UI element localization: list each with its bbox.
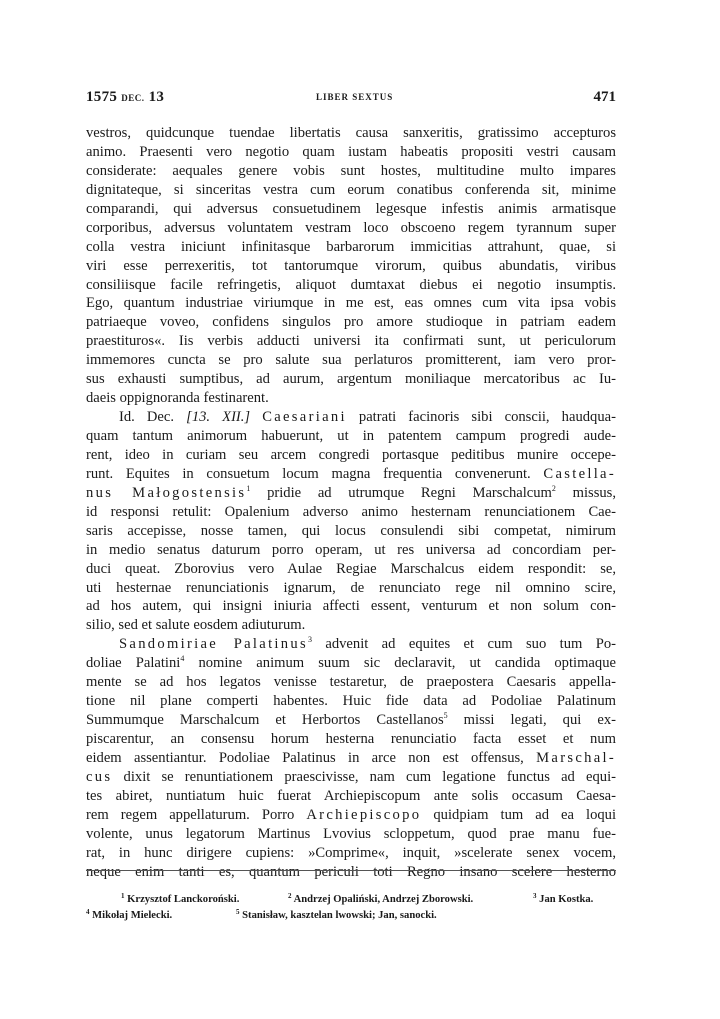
text-span: doliae Palatini (86, 655, 181, 672)
text-span: missi legati, qui ex- (463, 712, 616, 729)
spaced-name: Archiepiscopo (306, 806, 422, 823)
text-line: dignitateque, si sinceritas vestra cum eorum conatibus conferenda sit, minime (86, 181, 616, 198)
footnote-text: Jan Kostka. (539, 894, 594, 905)
spaced-name: Caesariani (262, 409, 347, 426)
footnote-marker: 4 (86, 908, 90, 916)
footnote-marker: 3 (533, 892, 537, 900)
text-line: in medio senatus daturum porro operam, ut res universa ad concordiam per- (86, 541, 616, 558)
month: DEC. (121, 93, 145, 103)
spaced-name: Sandomiriae Palatinus (119, 636, 308, 653)
footnote-text: Andrzej Opaliński, Andrzej Zborowski. (293, 894, 474, 905)
date-bracket: [13. XII.] (186, 409, 251, 426)
footnote-ref[interactable]: 5 (443, 711, 448, 721)
text-line (86, 768, 616, 787)
footnote-marker: 1 (121, 892, 125, 900)
text-span: pridie ad utrumque Regni Marschalcum (267, 484, 552, 501)
text-line (86, 465, 616, 484)
text-span: quidpiam tum ad ea loqui (433, 806, 617, 823)
footnote-marker: 2 (288, 892, 292, 900)
footnote-text: Stanisław, kasztelan lwowski; Jan, sanocki. (242, 910, 437, 921)
footnote-row (86, 908, 616, 924)
running-head-date (86, 89, 164, 106)
text-line (86, 654, 616, 673)
text-span: runt. Equites in consuetum locum magna frequentia convenerunt. (86, 465, 531, 482)
text-line: Ego, quantum industriae viriumque in me est, eas omnes cum vita ipsa vobis (86, 295, 616, 312)
text-line: ad hos autem, qui insigni iniuria affecti essent, venturum et non solum con- (86, 598, 616, 615)
text-span: patrati facinoris sibi conscii, haudqua- (358, 409, 616, 426)
footnote (288, 892, 473, 908)
spaced-name: nus Małogostensis (86, 484, 247, 501)
footnote-rule (86, 870, 616, 871)
footnote (121, 892, 239, 908)
text-line: volente, unus legatorum Martinus Lvovius scloppetum, quod prae manu fue- (86, 825, 616, 842)
text-span: nomine animum suum sic declaravit, ut candida optimaque (198, 655, 616, 672)
text-line: daeis oppignoranda festinarent. (86, 390, 269, 407)
text-line: corporibus, adversus voluntatem vestram loco obscoeno regem tyrannum super (86, 219, 616, 236)
text-line: mente se ad hos legatos venisse testaretur, de praepostera Caesaris appella- (86, 674, 616, 691)
text-line: sus exhausti sumptibus, ad aurum, argentum moniliaque mercatoribus ac Iu- (86, 371, 616, 388)
text-span: rem regem appellaturum. Porro (86, 806, 295, 823)
footnote-text: Krzysztof Lanckoroński. (127, 894, 240, 905)
paragraph-2-line-1 (86, 408, 616, 427)
text-line: piscarentur, an consensu horum hesterna renunciatio facta esset et num (86, 731, 616, 747)
text-span: eidem assentiantur. Podoliae Palatinus in arce non est offensus, (86, 749, 524, 766)
text-line: uti hesternae renunciationis ignarum, de renunciato rege nil omnino scire, (86, 579, 616, 596)
footnote-ref[interactable]: 3 (307, 635, 312, 645)
text-span: Summumque Marschalcum et Herbortos Castellanos (86, 712, 444, 729)
text-line: neque enim tanti es, quantum periculi toti Regno insano scelere hesterno (86, 863, 616, 880)
page-number: 471 (593, 89, 616, 105)
text-line: consiliisque facile refringetis, aliquot dumtaxat diebus ei negotio insumptis. (86, 276, 616, 293)
text-line: animo. Praesenti vero negotio quam iustam habeatis propositi vestri causam (86, 143, 616, 160)
text-span: dixit se renuntiationem praescivisse, nam cum legatione functus ad equi- (123, 768, 617, 785)
text-line (86, 749, 616, 768)
text-line: duci queat. Zborovius vero Aulae Regiae Marschalcus eidem respondit: se, (86, 560, 616, 577)
footnote-ref[interactable]: 4 (180, 654, 185, 664)
spaced-name: cus (86, 768, 113, 785)
text-line: rent, ideo in curiam seu arcem congredi portasque peditibus munire occepe- (86, 446, 616, 463)
spaced-name: Castella- (543, 465, 616, 482)
text-line: silio, sed et salute eosdem adiuturum. (86, 617, 306, 634)
footnote-row (86, 892, 616, 908)
text-line: viri esse perrexeritis, tot tantorumque virorum, quibus abundatis, viribus (86, 257, 616, 274)
year: 1575 (86, 89, 118, 105)
day: 13 (148, 89, 165, 105)
text-line (86, 484, 616, 503)
footnote (86, 908, 172, 924)
text-line (86, 711, 616, 730)
spaced-name: Marschal- (536, 749, 616, 766)
text-line: patriaeque voveo, confidens singulos pro amore studioque in patriam eadem (86, 314, 616, 331)
text-line: vestros, quidcunque tuendae libertatis causa sanxeritis, gratissimo accepturos (86, 125, 616, 141)
footnote-ref[interactable]: 1 (246, 483, 251, 493)
footnote (533, 892, 593, 908)
main-text (86, 124, 616, 882)
footnote (236, 908, 437, 924)
date-label: Id. Dec. (119, 409, 175, 426)
text-line (86, 806, 616, 825)
text-line: tione nil plane comperti habentes. Huic fide data ad Podoliae Palatinum (86, 693, 616, 710)
book-title: LIBER SEXTUS (316, 92, 394, 102)
footnote-marker: 5 (236, 908, 240, 916)
text-span: missus, (572, 484, 616, 501)
footnotes (86, 892, 616, 924)
text-line: immemores cuncta se pro salute sua perlaturos promitterent, iam vero pror- (86, 352, 616, 369)
text-line: considerate: aequales genere vobis sunt hostes, multitudine multo impares (86, 162, 616, 179)
text-line: saris accepisse, nosse tamen, qui locus consulendi sibi competat, nimirum (86, 522, 616, 539)
text-line: praestituros«. Iis verbis adducti universi ita confirmati sunt, ut periculorum (86, 333, 616, 350)
text-line: comparandi, qui adversus consuetudinem legesque infestis animis armatisque (86, 200, 616, 217)
text-line: id responsi retulit: Opalenium adverso animo hesternam renunciationem Cae- (86, 503, 616, 520)
footnote-text: Mikołaj Mielecki. (92, 910, 173, 921)
text-line: colla vestra iniciunt infinitasque barbarorum immicitias attrahunt, quae, si (86, 238, 616, 255)
running-head (86, 89, 616, 109)
paragraph-3-line-1 (86, 635, 616, 654)
text-line: quam tantum animorum habuerunt, ut in patentem campum progredi aude- (86, 428, 616, 444)
text-line: tes abiret, nuntiatum huic fuerat Archiepiscopum ante solis occasum Caesa- (86, 787, 616, 804)
text-line: rat, in hunc dirigere cupiens: »Comprime«, inquit, »scelerate senex vocem, (86, 844, 616, 861)
footnote-ref[interactable]: 2 (551, 483, 556, 493)
text-span: advenit ad equites et cum suo tum Po- (325, 636, 616, 653)
